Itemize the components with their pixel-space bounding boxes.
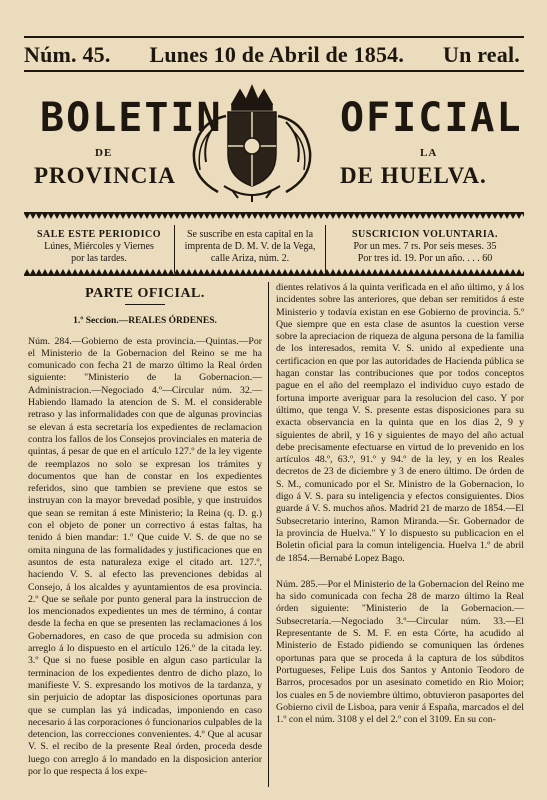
- masthead-line: [24, 42, 520, 68]
- masthead-rule: [24, 70, 524, 72]
- royal-coat-of-arms-icon: [188, 82, 316, 206]
- top-rule: [24, 36, 524, 38]
- article-284-continuation: dientes relativos á la quinta verificada en el año último, y á los incidentes sobre las anteriores, que deban ser remitidos á este Ministerio y todavía existan en ese Gobierno de provincia. 5.º Que siempre que en esta clase de asuntos la cuestion verse sobre la apreciacion de riqueza de alguna persona de la familia de los interesados, remita V. S. unido al expediente una certificacion en que por las autoridades de Hacienda pública se hagan constar las contribuciones que por todos conceptos pague en el año del reemplazo el individuo cuyo estado de fortuna importe averiguar para la resolucion del caso. Y por último, que tenga V. S. presente estas disposiciones para su exacta observancia en la quinta que en los dias 2, 9 y siguientes de abril, y 16 y siguientes de mayo del año actual debe precisamente efectuarse en virtud de lo prevenido en los artículos 48.º, 63.º, 91.º y 94.º de la ley, y en los Reales decretos de 23 de diciembre y 3 de enero último. De órden de S. M., comunicado por el Sr. Ministro de la Gobernacion, lo digo á V. S. para su inteligencia y efectos consiguientes. Dios guarde á V. S. muchos años. Madrid 21 de marzo de 1854.—El Subsecretario interino, Ramon Miranda.—Sr. Gobernador de la provincia de Huelva." Y lo dispuesto su publicacion en el Boletin oficial para la comun inteligencia. Huelva 1.º de abril de 1854.—Bernabé Lopez Bago.: [276, 282, 524, 564]
- subscription-bar: [24, 225, 524, 273]
- title-right-sub: DE HUELVA.: [340, 163, 487, 188]
- article-285-text: Núm. 285.—Por el Ministerio de la Gobernacion del Reino me ha sido comunicada con fecha 28 de marzo último la Real órden siguiente: "Ministerio de la Gobernacion.—Subsecretaría.—Negociado 3.º—Circular núm. 33.—El Representante de S. M. F. en esta Córte, ha acudido al Ministerio de Estado pidiendo se comuniquen las órdenes oportunas para que se proceda á la captura de los súbditos Portugueses, Felipe Luis dos Santos y Antonio Teodoro de Barros, procesados por un asesinato cometido en Rio Moior; los cuales en 5 de noviembre último, obtuvieron pasaportes del Gobierno civil de Lisboa, para venir á España, marcados el del 1.º con el núm. 3108 y el del 2.º con el 3109. En su con-: [276, 578, 524, 726]
- title-left-word: BOLETIN: [40, 95, 223, 141]
- issue-date: Lunes 10 de Abril de 1854.: [149, 42, 405, 67]
- column-divider: [268, 282, 269, 787]
- left-column: [28, 282, 262, 778]
- subscribe-location-box: Se suscribe en esta capital en la imprenta de D. M. V. de la Vega, calle Ariza, núm. 2.: [175, 225, 326, 273]
- title-left-sub: PROVINCIA: [34, 163, 176, 188]
- section-divider: [125, 304, 165, 305]
- section-title: PARTE OFICIAL.: [85, 286, 205, 301]
- issue-price: Un real.: [443, 42, 520, 67]
- publication-days-box: SALE ESTE PERIODICO Lúnes, Miércoles y Viernes por las tardes.: [24, 225, 175, 273]
- subscription-prices-box: SUSCRICION VOLUNTARIA. Por un mes. 7 rs. Por seis meses. 35 Por tres id. 19. Por un año. . . . 60: [351, 229, 498, 264]
- issue-number: Núm. 45.: [24, 42, 111, 67]
- title-right-word: OFICIAL: [340, 95, 523, 141]
- right-column: [276, 282, 524, 726]
- title-right-small: LA: [420, 147, 438, 159]
- ornamental-border-top: [24, 212, 524, 220]
- ornamental-border-bottom: [24, 268, 524, 276]
- section-subtitle: 1.º Seccion.—REALES ÓRDENES.: [73, 316, 217, 327]
- article-284-text: Núm. 284.—Gobierno de esta provincia.—Quintas.—Por el Ministerio de la Gobernacion del Reino se me ha comunicado con fecha 21 de marzo último la Real órden siguiente: "Ministerio de la Gobernacion.—Administracion.—Negociado 4.º—Circular núm. 32.—Habiendo llamado la atencion de S. M. el considerable retraso y las informalidades con que de algunas provincias se elevan á esta secretaría los expedientes de reclamacion contra los fallos de los Consejos provinciales en materia de quintas, á pesar de que en el artículo 127.º de la ley vigente de reemplazos no solo se expresan los trámites y documentos que han de constar en los expedientes referidos, sino que tambien se previene que estos se instruyan con la mayor brevedad posible, y que instruidos que sean se remitan á este Ministerio; la Reina (q. D. g.) con el objeto de poner un correctivo á estas faltas, ha tenido á bien mandar: 1.º Que cuide V. S. de que no se omita ninguna de las formalidades y justificaciones que en asuntos de esta naturaleza exige el citado art. 127.º, haciendo V. S. al efecto las prevenciones debidas al Consejo, á los alcaldes y ayuntamientos de esa provincia. 2.º Que se señale por punto general para la instruccion de los mencionados expedientes un mes de término, á contar desde la fecha en que se presenten las reclamaciones á los Gobernadores, en caso de que proceda su admision con arreglo á lo dispuesto en el artículo 126.º de la citada ley. 3.º Que si no fuese posible en algun caso particular la terminacion de los expedientes dentro de dicho plazo, lo manifieste V. S. expresando los motivos de la tardanza, y sin perjuicio de adoptar las disposiciones oportunas para que se cumplan las yá indicadas, imponiendo en caso necesario á las corporaciones ó funcionarios culpables de la detencion, las correcciones convenientes. 4.º Que al acusar V. S. el recibo de la presente Real órden, proceda desde luego con arreglo á lo mandado en la disposicion anterior por lo que respecta á los expe-: [28, 335, 262, 777]
- title-left-small: DE: [95, 147, 113, 159]
